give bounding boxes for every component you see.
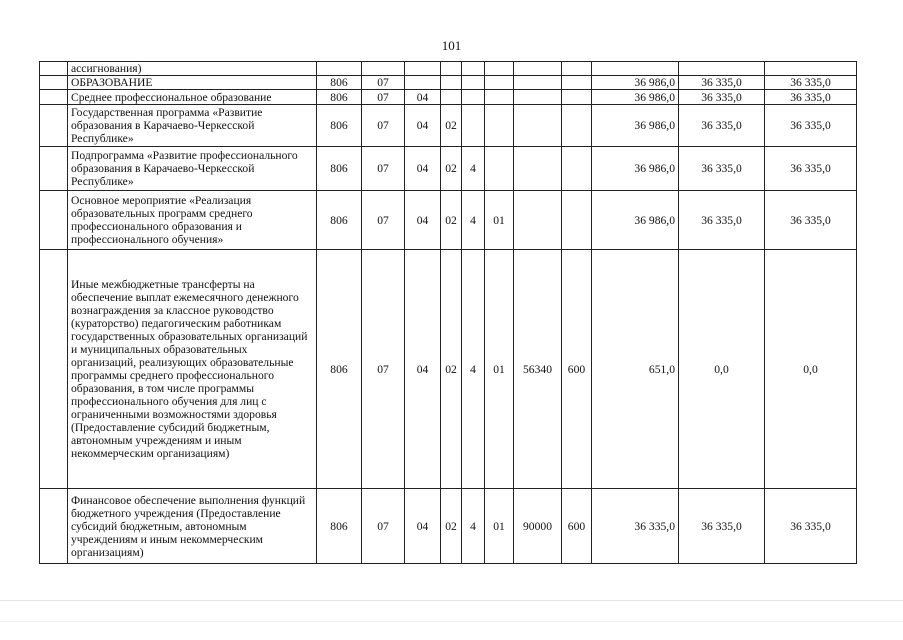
cell-expense-type [562, 62, 592, 76]
cell-amount-year-1: 36 986,0 [592, 191, 679, 250]
cell-subprogram: 4 [462, 191, 485, 250]
cell-expense-direction [514, 105, 562, 147]
cell-subprogram [462, 105, 485, 147]
cell-subprogram: 4 [462, 147, 485, 191]
cell-subprogram [462, 76, 485, 90]
cell-item-name: Подпрограмма «Развитие профессионального образования в Карачаево-Черкесской Республике» [68, 147, 317, 191]
cell-department: 806 [317, 147, 362, 191]
cell-expense-type [562, 105, 592, 147]
cell-expense-type [562, 76, 592, 90]
cell-main-activity [485, 76, 514, 90]
cell-amount-year-3 [765, 62, 857, 76]
cell-amount-year-2: 0,0 [679, 250, 765, 489]
cell-department: 806 [317, 489, 362, 564]
cell-amount-year-3: 36 335,0 [765, 105, 857, 147]
budget-table [39, 61, 857, 564]
cell-expense-direction: 90000 [514, 489, 562, 564]
cell-subsection: 04 [405, 489, 441, 564]
cell-program: 02 [441, 250, 462, 489]
cell-amount-year-1: 36 986,0 [592, 147, 679, 191]
cell-department: 806 [317, 76, 362, 90]
cell-amount-year-3: 36 335,0 [765, 90, 857, 105]
cell-department: 806 [317, 90, 362, 105]
cell-program [441, 62, 462, 76]
table-row [40, 250, 857, 489]
cell-amount-year-2: 36 335,0 [679, 90, 765, 105]
cell-amount-year-2: 36 335,0 [679, 191, 765, 250]
cell-row-number [40, 76, 68, 90]
cell-subprogram [462, 90, 485, 105]
cell-section: 07 [362, 489, 405, 564]
cell-item-name: ОБРАЗОВАНИЕ [68, 76, 317, 90]
cell-amount-year-2: 36 335,0 [679, 147, 765, 191]
cell-section: 07 [362, 105, 405, 147]
cell-row-number [40, 489, 68, 564]
cell-amount-year-1: 36 335,0 [592, 489, 679, 564]
cell-amount-year-3: 36 335,0 [765, 191, 857, 250]
cell-amount-year-1: 36 986,0 [592, 76, 679, 90]
cell-program [441, 90, 462, 105]
cell-main-activity: 01 [485, 489, 514, 564]
cell-amount-year-3: 0,0 [765, 250, 857, 489]
cell-amount-year-3: 36 335,0 [765, 76, 857, 90]
cell-subsection: 04 [405, 250, 441, 489]
cell-row-number [40, 105, 68, 147]
cell-amount-year-1 [592, 62, 679, 76]
cell-item-name: Финансовое обеспечение выполнения функций бюджетного учреждения (Предоставление субсидий бюджетным, автономным учреждениям и иным некоммерческим организациям) [68, 489, 317, 564]
cell-expense-type [562, 191, 592, 250]
cell-program: 02 [441, 191, 462, 250]
cell-program [441, 76, 462, 90]
cell-expense-type [562, 147, 592, 191]
cell-section: 07 [362, 191, 405, 250]
cell-item-name: Иные межбюджетные трансферты на обеспечение выплат ежемесячного денежного вознаграждения за классное руководство (кураторство) педагогическим работникам государственных образовательных организаций и муниципальных образовательных организаций, реализующих образовательные программы среднего профессионального образования, в том числе программы профессионального обучения для лиц с ограниченными возможностями здоровья (Предоставление субсидий бюджетным, автономным учреждениям и иным некоммерческим организациям) [68, 250, 317, 489]
cell-expense-type: 600 [562, 250, 592, 489]
cell-subsection [405, 62, 441, 76]
cell-main-activity [485, 147, 514, 191]
cell-section: 07 [362, 250, 405, 489]
cell-expense-direction [514, 191, 562, 250]
table-row [40, 147, 857, 191]
cell-subprogram [462, 62, 485, 76]
cell-expense-direction: 56340 [514, 250, 562, 489]
cell-row-number [40, 191, 68, 250]
cell-item-name: Основное мероприятие «Реализация образовательных программ среднего профессионального образования и профессионального обучения» [68, 191, 317, 250]
cell-amount-year-2: 36 335,0 [679, 489, 765, 564]
cell-main-activity: 01 [485, 250, 514, 489]
cell-section: 07 [362, 147, 405, 191]
cell-subsection: 04 [405, 147, 441, 191]
cell-section: 07 [362, 76, 405, 90]
cell-program: 02 [441, 147, 462, 191]
cell-expense-direction [514, 90, 562, 105]
table-row [40, 105, 857, 147]
cell-main-activity [485, 105, 514, 147]
cell-main-activity [485, 62, 514, 76]
cell-expense-direction [514, 147, 562, 191]
cell-row-number [40, 90, 68, 105]
cell-program: 02 [441, 489, 462, 564]
table-row [40, 90, 857, 105]
table-row [40, 76, 857, 90]
cell-subsection: 04 [405, 191, 441, 250]
cell-department: 806 [317, 191, 362, 250]
cell-department [317, 62, 362, 76]
cell-section: 07 [362, 90, 405, 105]
cell-main-activity: 01 [485, 191, 514, 250]
cell-expense-direction [514, 76, 562, 90]
page-number: 101 [441, 38, 462, 53]
cell-amount-year-2 [679, 62, 765, 76]
cell-amount-year-1: 651,0 [592, 250, 679, 489]
cell-amount-year-3: 36 335,0 [765, 489, 857, 564]
cell-subprogram: 4 [462, 489, 485, 564]
cell-subprogram: 4 [462, 250, 485, 489]
cell-amount-year-2: 36 335,0 [679, 76, 765, 90]
cell-amount-year-3: 36 335,0 [765, 147, 857, 191]
cell-subsection: 04 [405, 90, 441, 105]
table-row [40, 62, 857, 76]
cell-expense-direction [514, 62, 562, 76]
cell-main-activity [485, 90, 514, 105]
cell-item-name: ассигнования) [68, 62, 317, 76]
cell-amount-year-1: 36 986,0 [592, 90, 679, 105]
cell-expense-type: 600 [562, 489, 592, 564]
cell-row-number [40, 250, 68, 489]
cell-section [362, 62, 405, 76]
cell-subsection [405, 76, 441, 90]
scan-shadow-line [0, 621, 903, 622]
cell-row-number [40, 147, 68, 191]
cell-row-number [40, 62, 68, 76]
scan-shadow-line [0, 600, 903, 601]
cell-program: 02 [441, 105, 462, 147]
table-row [40, 489, 857, 564]
cell-expense-type [562, 90, 592, 105]
cell-amount-year-2: 36 335,0 [679, 105, 765, 147]
cell-item-name: Среднее профессиональное образование [68, 90, 317, 105]
cell-subsection: 04 [405, 105, 441, 147]
cell-department: 806 [317, 105, 362, 147]
cell-amount-year-1: 36 986,0 [592, 105, 679, 147]
table-row [40, 191, 857, 250]
cell-item-name: Государственная программа «Развитие образования в Карачаево-Черкесской Республике» [68, 105, 317, 147]
cell-department: 806 [317, 250, 362, 489]
